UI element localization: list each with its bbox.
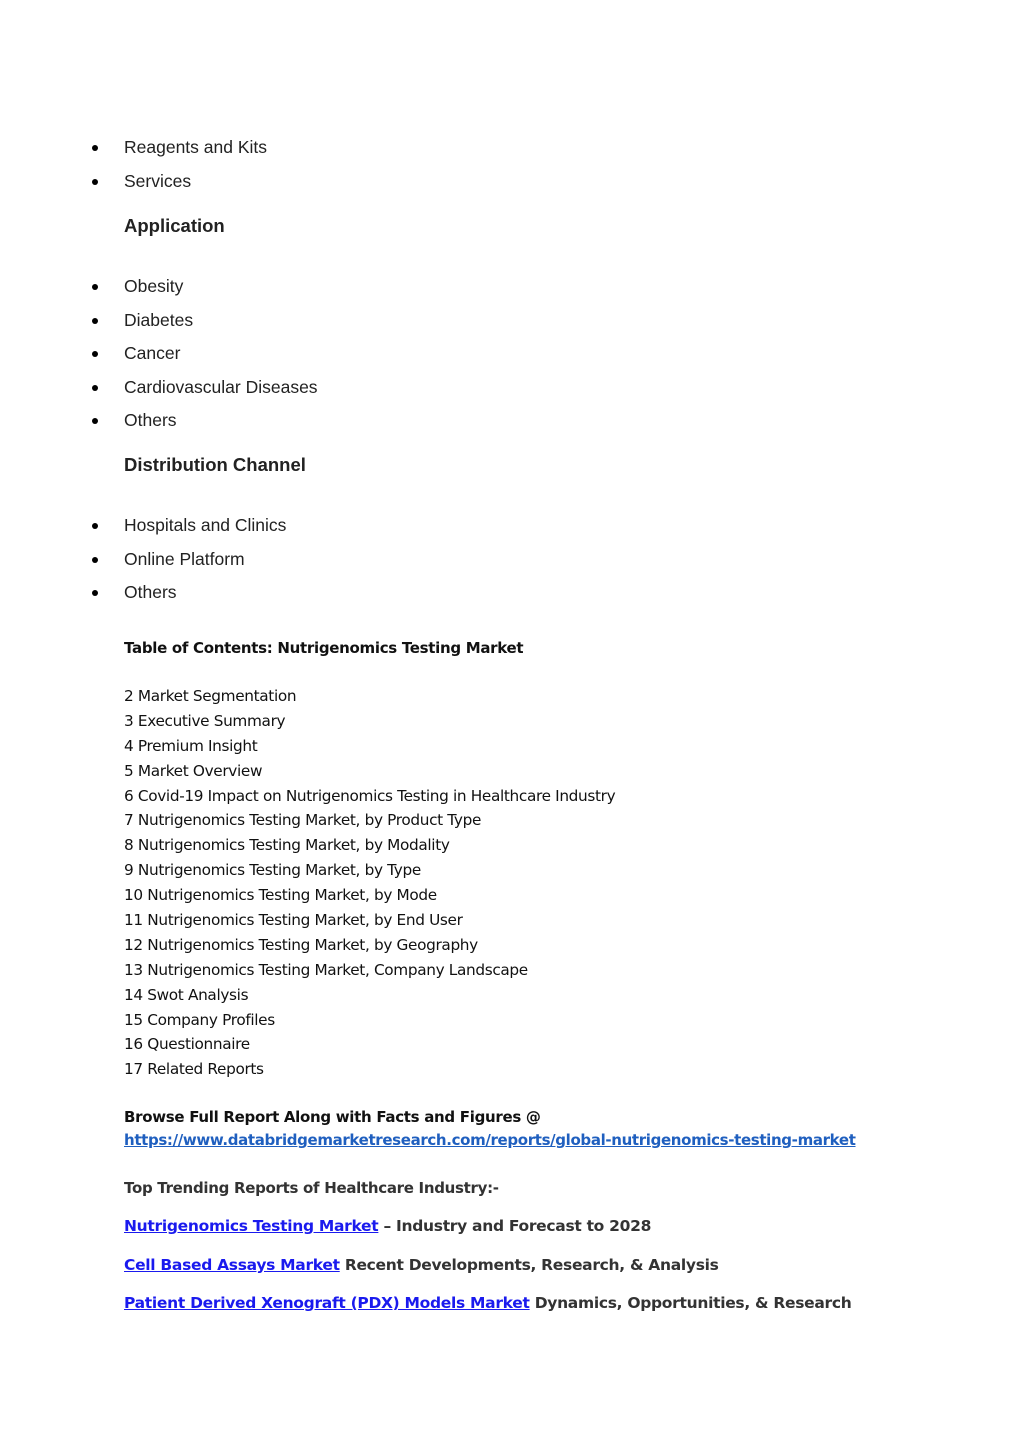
list-item: Obesity [0,275,900,309]
list-item: Others [0,409,900,443]
browse-label: Browse Full Report Along with Facts and Figures @ [124,1108,541,1126]
bullet-icon [92,418,98,424]
list-item: Services [0,170,900,204]
toc-item: 13 Nutrigenomics Testing Market, Company Landscape [124,960,528,979]
toc-item: 11 Nutrigenomics Testing Market, by End User [124,911,463,930]
list-item: Diabetes [0,309,900,343]
bullet-icon [92,351,98,357]
bullet-icon [92,557,98,563]
trending-report-row [124,1256,719,1274]
trending-report-row [124,1294,851,1312]
list-item: Reagents and Kits [0,136,900,170]
trending-heading: Top Trending Reports of Healthcare Industry:- [124,1179,499,1197]
trending-report-link[interactable]: Patient Derived Xenograft (PDX) Models Market [124,1294,530,1312]
distribution-heading: Distribution Channel [124,454,306,475]
bullet-icon [92,284,98,290]
toc-item: 4 Premium Insight [124,736,258,755]
trending-report-suffix: Recent Developments, Research, & Analysis [339,1256,719,1274]
toc-item: 3 Executive Summary [124,711,286,730]
trending-report-row [124,1217,651,1235]
bullet-icon [92,523,98,529]
toc-item: 10 Nutrigenomics Testing Market, by Mode [124,886,437,905]
list-item: Hospitals and Clinics [0,514,900,548]
toc-item: 17 Related Reports [124,1060,264,1079]
toc-item: 15 Company Profiles [124,1010,275,1029]
toc-item: 6 Covid-19 Impact on Nutrigenomics Testing in Healthcare Industry [124,786,616,805]
toc-list [124,686,615,1084]
toc-item: 9 Nutrigenomics Testing Market, by Type [124,861,421,880]
list-item: Cancer [0,342,900,376]
toc-title: Table of Contents: Nutrigenomics Testing Market [124,639,524,657]
list-item: Online Platform [0,548,900,582]
report-url-link[interactable]: https://www.databridgemarketresearch.com/reports/global-nutrigenomics-testing-market [124,1131,856,1149]
trending-report-link[interactable]: Cell Based Assays Market [124,1256,340,1274]
toc-item: 5 Market Overview [124,761,263,780]
bullet-icon [92,145,98,151]
toc-item: 14 Swot Analysis [124,985,249,1004]
list-item: Cardiovascular Diseases [0,376,900,410]
list-item: Others [0,581,900,615]
toc-item: 12 Nutrigenomics Testing Market, by Geography [124,935,478,954]
product-type-list [0,136,900,203]
toc-item: 2 Market Segmentation [124,687,297,705]
application-list [0,275,900,443]
bullet-icon [92,318,98,324]
distribution-list [0,514,900,615]
bullet-icon [92,179,98,185]
application-heading: Application [124,215,225,236]
toc-item: 7 Nutrigenomics Testing Market, by Product Type [124,811,482,830]
trending-report-suffix: – Industry and Forecast to 2028 [378,1217,652,1235]
trending-report-suffix: Dynamics, Opportunities, & Research [529,1294,852,1312]
bullet-icon [92,590,98,596]
bullet-icon [92,385,98,391]
trending-report-link[interactable]: Nutrigenomics Testing Market [124,1217,379,1235]
toc-item: 16 Questionnaire [124,1035,250,1054]
toc-item: 8 Nutrigenomics Testing Market, by Modality [124,836,450,855]
